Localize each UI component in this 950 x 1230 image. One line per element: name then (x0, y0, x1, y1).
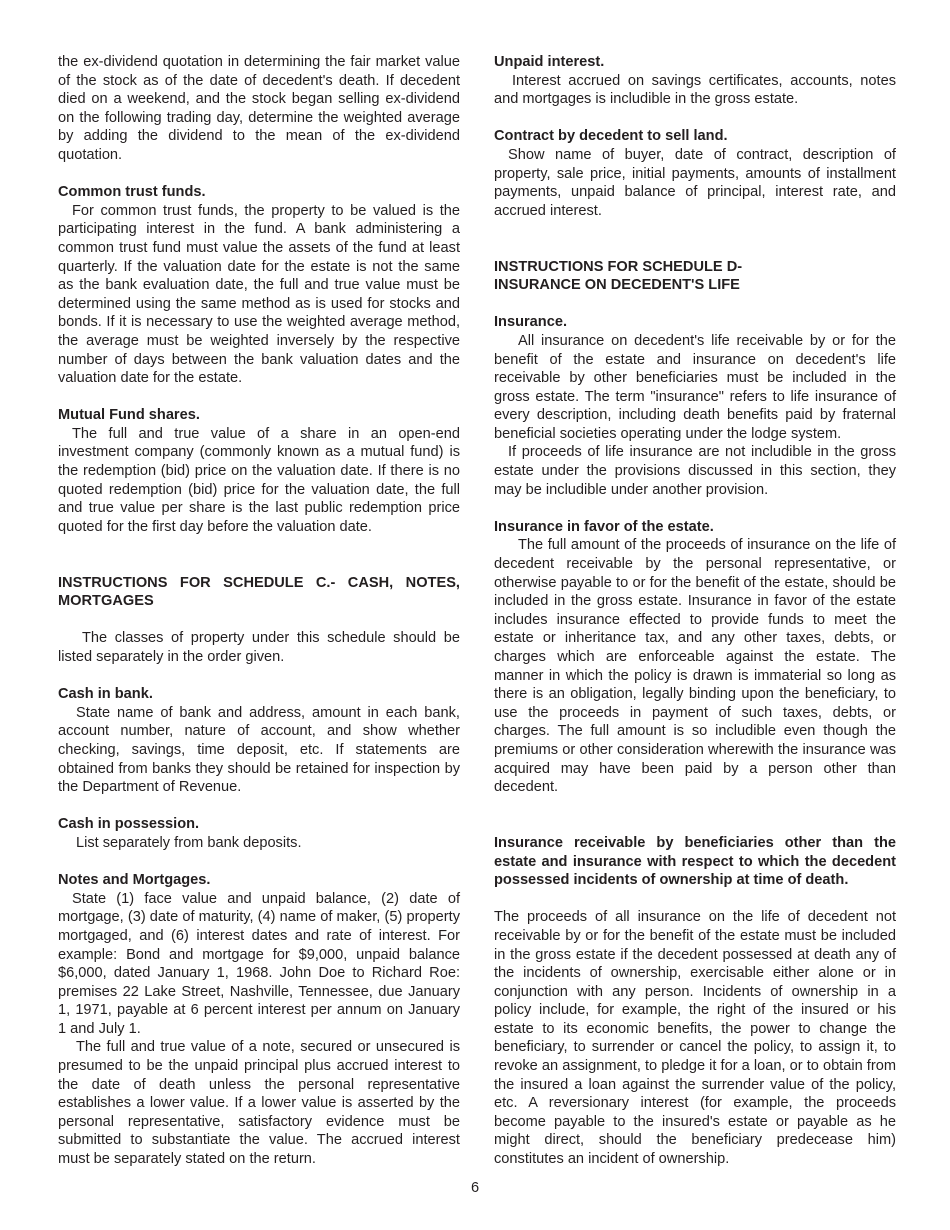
schedule-d-heading-line-2: INSURANCE ON DECEDENT'S LIFE (494, 277, 740, 294)
unpaid-interest-heading: Unpaid interest. (494, 54, 605, 70)
insurance-paragraph-1: All insurance on decedent's life receivable by or for the benefit of the estate and insurance on decedent's life receivable by other beneficiaries must be included in the gross estate. The term "insurance" refers to life insurance of every description, including death benefits paid by fraternal beneficial societies operating under the lodge system. (494, 332, 896, 442)
other-beneficiaries-paragraph: The proceeds of all insurance on the life of decedent not receivable by or for the benefit of the estate must be included in the gross estate if the decedent possessed at death any of the incidents of ownership, exercisable either alone or in conjunction with any person. Incidents of ownership in a policy include, for example, the right of the insured or his estate to its economic benefits, the power to change the beneficiary, to surrender or cancel the policy, to assign it, to revoke an assignment, to pledge it for a loan, or to obtain from the insured a loan against the surrender value of the policy, etc. A reversionary interest (for example, the proceeds become payable to the insured's estate or payable as he might direct, should the beneficiary predecease him) constitutes an incident of ownership. (494, 909, 896, 1168)
left-column (58, 53, 460, 1169)
contract-to-sell-land-paragraph: Show name of buyer, date of contract, description of property, sale price, initial payments, amounts of installment payments, unpaid balance of principal, interest rate, and accrued interest. (494, 146, 896, 219)
mutual-fund-shares-paragraph: The full and true value of a share in an open-end investment company (commonly known as a mutual fund) is the redemption (bid) price on the valuation date. If there is no quoted redemption (bid) price for the valuation date, the full and true value per share is the last public redemption price quoted for the first day before the valuation date. (58, 425, 460, 535)
insurance-heading: Insurance. (494, 314, 567, 331)
insurance-in-favor-of-estate-paragraph: The full amount of the proceeds of insurance on the life of decedent receivable by the personal representative, or otherwise payable to or for the benefit of the estate, should be included in the gross estate. Insurance in favor of the estate includes insurance effected to provide funds to meet the estate or inheritance tax, and any other taxes, debts, or charges which are enforceable against the estate. The manner in which the policy is drawn is immaterial so long as there is an obligation, legally binding upon the beneficiary, to use the proceeds in payment of such taxes, debts, or charges. The full amount is so includible even though the premiums or other consideration wherewith the insurance was acquired may have been paid by a person other than decedent. (494, 537, 896, 796)
notes-and-mortgages-paragraph-1: State (1) face value and unpaid balance, (2) date of mortgage, (3) date of maturity, (4) name of maker, (5) property mortgaged, and (6) interest dates and rate of interest. For example: Bond and mortgage for $9,000, unpaid balance $6,000, dated January 1, 1968. John Doe to Richard Roe: premises 22 Lake Street, Nashville, Tennessee, due January 1, 1971, payable at 6 percent interest per annum on January 1 and July 1. (58, 890, 460, 1037)
notes-and-mortgages-heading: Notes and Mortgages. (58, 872, 211, 889)
cash-in-possession-paragraph: List separately from bank deposits. (76, 834, 302, 851)
cash-in-bank-heading: Cash in bank. (58, 686, 153, 703)
intro-paragraph: the ex-dividend quotation in determining the fair market value of the stock as of the date of decedent's death. If decedent died on a weekend, and the stock began selling ex-dividend on the following trading day, determine the weighted average by adding the dividend to the mean of the ex-dividend quotation. (58, 54, 460, 163)
unpaid-interest-paragraph: Interest accrued on savings certificates, accounts, notes and mortgages is includible in the gross estate. (494, 72, 896, 108)
notes-and-mortgages-paragraph-2: The full and true value of a note, secured or unsecured is presumed to be the unpaid principal plus accrued interest to the date of death unless the personal representative establishes a lower value. If a lower value is asserted by the personal representative, satisfactory evidence must be submitted to substantiate the value. The accrued interest must be separately stated on the return. (58, 1039, 460, 1168)
page-number: 6 (470, 1180, 480, 1196)
cash-in-possession-heading: Cash in possession. (58, 816, 200, 833)
other-beneficiaries-heading: Insurance receivable by beneficiaries other than the estate and insurance with respect to which the decedent possessed incidents of ownership at time of death. (494, 834, 896, 889)
insurance-paragraph-2: If proceeds of life insurance are not includible in the gross estate under the provisions discussed in this section, they may be includible under another provision. (494, 444, 896, 498)
schedule-c-heading: INSTRUCTIONS FOR SCHEDULE C.- CASH, NOTES, MORTGAGES (58, 574, 460, 610)
contract-to-sell-land-heading: Contract by decedent to sell land. (494, 128, 728, 145)
schedule-c-paragraph: The classes of property under this schedule should be listed separately in the order given. (58, 630, 460, 665)
common-trust-funds-heading: Common trust funds. (58, 184, 206, 201)
mutual-fund-shares-heading: Mutual Fund shares. (58, 407, 200, 424)
schedule-d-heading-line-1: INSTRUCTIONS FOR SCHEDULE D- (494, 258, 743, 275)
cash-in-bank-paragraph: State name of bank and address, amount in each bank, account number, nature of account, and show whether checking, savings, time deposit, etc. If statements are obtained from banks they should be retained for inspection by the Department of Revenue. (58, 704, 460, 796)
common-trust-funds-paragraph: For common trust funds, the property to be valued is the participating interest in the fund. A bank administering a common trust fund must value the assets of the fund at least quarterly. If the valuation date for the estate is not the same as the bank evaluation date, the full and true value must be determined using the same method as is used for stocks and bonds. If it is necessary to use the weighted average method, the average must be weighted inversely by the respective number of days between the bank valuation dates and the valuation date for the estate. (58, 202, 460, 387)
right-column (494, 53, 896, 1169)
insurance-in-favor-of-estate-heading: Insurance in favor of the estate. (494, 518, 714, 535)
